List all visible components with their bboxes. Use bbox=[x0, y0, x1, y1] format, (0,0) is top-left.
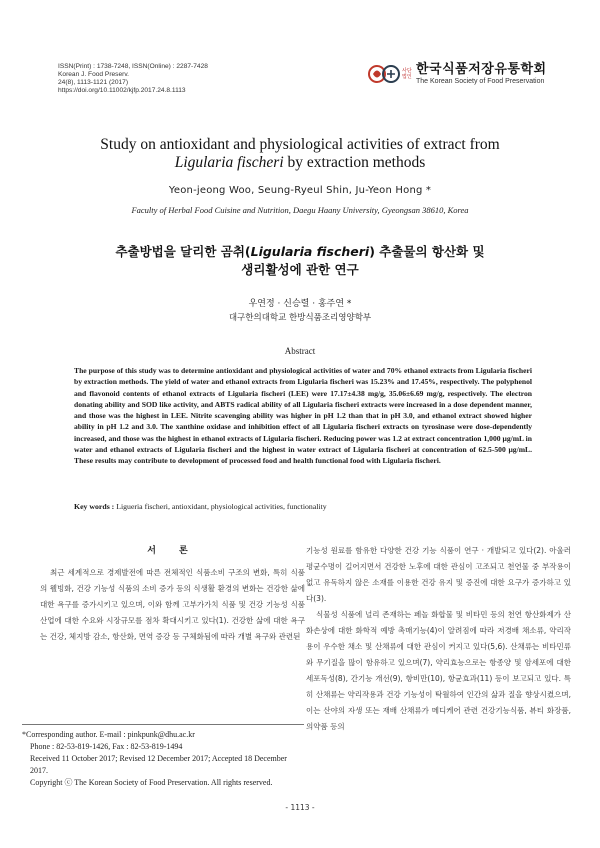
title-kr-line2: 생리활성에 관한 연구 bbox=[241, 262, 359, 277]
title-en-line1: Study on antioxidant and physiological activities of extract from bbox=[100, 136, 500, 153]
title-kr-part2: ) 추출물의 항산화 및 bbox=[369, 244, 485, 259]
society-logo bbox=[366, 62, 547, 86]
body-paragraph: 식물성 식품에 널리 존재하는 페놀 화합물 및 비타민 등의 천연 항산화제가 산화손상에 대한 화학적 예방 촉매기능(4)이 알려짐에 따라 저경배 채소류, 약리작용이 우수한 채소 및 산채류에 대한 관심이 커지고 있다(5,6). 산채류는 비타민류와 무기질을 많이 함유하고 있으며(7), 약리효능으로는 항종양 및 암세포에 대한 세포독성(8), 간기능 개선(9), 항비만(10), 항균효과(11) 등이 보고되고 있다. 특히 산채류는 약리작용과 건강 기능성이 탁월하여 인간의 삶과 질을 향상시켰으며, 이는 산야의 자생 또는 재배 산채류가 메디케어 관련 건강기능식품, 뷰티 화장품, 의약품 등의 bbox=[306, 610, 571, 731]
page-number: - 1113 - bbox=[285, 803, 315, 812]
copyright-notice: Copyright ⓒ The Korean Society of Food Preservation. All rights reserved. bbox=[30, 778, 273, 787]
body-paragraph: 최근 세계적으로 경제발전에 따른 전체적인 식품소비 구조의 변화, 특히 식품의 웰빙화, 건강 기능성 식품의 소비 증가 등의 식생활 환경의 변화는 건강한 삶에 대한 욕구를 증가시키고 있으며, 이와 함께 고부가가치 식품 및 건강 기능성 식품산업에 대한 수요와 시장규모를 점차 확대시키고 있다(1). 건강한 삶에 대한 욕구는 건강, 체지방 감소, 항산화, 면역 증강 등 구체화됨에 따라 개별 욕구와 관련된 bbox=[40, 568, 305, 641]
volume-line: 24(8), 1113-1121 (2017) bbox=[58, 79, 129, 86]
corresponding-phone: Phone : 82-53-819-1426, Fax : 82-53-819-1494 bbox=[30, 742, 183, 751]
abstract-heading: Abstract bbox=[284, 346, 316, 356]
paper-title-en bbox=[40, 136, 560, 172]
society-name-kr: 한국식품저장유통학회 bbox=[416, 62, 547, 77]
abstract-text: The purpose of this study was to determine antioxidant and physiological activities of water and 70% ethanol extracts from Ligularia fischeri by extraction methods. The yield of water and ethanol extracts from Ligularia fischeri was 15.23% and 17.45%, respectively. The polyphenol and flavonoid contents of ethanol extracts of Ligularia fischeri (LEE) were 17.17±4.38 mg/g, 35.06±6.69 mg/g, respectively. The electron donating ability and SOD like activity, and ABTS radical ability of all Ligularia fischeri extracts were increased in a dose dependent manner, and those was the highest in LEE. Nitrite scavenging ability was higher in pH 1.2 than that in pH 3.0, and ethanol extract showed higher ability in pH 1.2 and 3.0. The xanthine oxidase and inhibition effect of all Ligularia fischeri extracts on tyrosinase were dose-dependently increased, and those was the highest in ethanol extracts of Ligularia fischeri. Reducing power was 1.2 at extract concentration 1,000 μg/mL in water and ethanol extracts of Ligularia fischeri and the highest in water extract of Ligularia fischeri at concentration of 62.5-500 μg/mL. These results may contribute to development of processed food and health functional food with Ligularia fischeri. bbox=[74, 366, 532, 466]
issn-line: ISSN(Print) : 1738-7248, ISSN(Online) : 2287-7428 bbox=[58, 63, 208, 70]
affiliation-en: Faculty of Herbal Food Cuisine and Nutrition, Daegu Haany University, Gyeongsan 38610, Korea bbox=[131, 205, 469, 215]
title-en-species: Ligularia fischeri bbox=[174, 154, 284, 171]
received-dates: Received 11 October 2017; Revised 12 December 2017; Accepted 18 December 2017. bbox=[30, 754, 287, 775]
corresponding-author-email: *Corresponding author. E-mail : pinkpunk@dhu.ac.kr bbox=[22, 730, 195, 739]
journal-citation bbox=[58, 63, 208, 95]
society-name-en: The Korean Society of Food Preservation bbox=[416, 78, 545, 85]
title-kr-line1 bbox=[60, 243, 540, 261]
keywords bbox=[74, 502, 532, 511]
society-emblem-icon bbox=[366, 63, 402, 85]
authors-en: Yeon-jeong Woo, Seung-Ryeul Shin, Ju-Yeon Hong * bbox=[168, 185, 432, 196]
body-column-left bbox=[40, 543, 305, 645]
title-kr-part1: 추출방법을 달리한 곰취( bbox=[115, 244, 251, 259]
title-en-rest: by extraction methods bbox=[283, 154, 426, 171]
body-column-right bbox=[306, 543, 571, 735]
authors-kr: 우연정 · 신승렬 · 홍주연 * bbox=[248, 299, 352, 309]
affiliation-kr: 대구한의대학교 한방식품조리영양학부 bbox=[228, 313, 372, 323]
corresponding-author-box bbox=[22, 724, 304, 789]
paper-title-kr bbox=[60, 243, 540, 279]
title-en-line2 bbox=[40, 154, 560, 172]
keywords-values: Ligueria fischeri, antioxidant, physiological activities, functionality bbox=[116, 502, 327, 511]
body-paragraph: 기능성 원료를 함유한 다양한 건강 기능 식품이 연구 · 개발되고 있다(2). 아울러 평균수명이 길어지면서 건강한 노후에 대한 관심이 고조되고 천연물 중 부작용이 없고 유독하지 않은 소재를 이용한 건강 유지 및 증진에 대한 요구가 증가하고 있다(3). bbox=[306, 546, 571, 603]
doi-link[interactable]: https://doi.org/10.11002/kjfp.2017.24.8.1113 bbox=[58, 87, 186, 94]
society-type-label: 사단 법인 bbox=[402, 68, 412, 80]
title-kr-species: Ligularia fischeri bbox=[250, 244, 370, 259]
keywords-label: Key words : bbox=[74, 502, 115, 511]
journal-name: Korean J. Food Preserv. bbox=[58, 71, 129, 78]
section-heading-intro: 서 론 bbox=[147, 546, 198, 556]
